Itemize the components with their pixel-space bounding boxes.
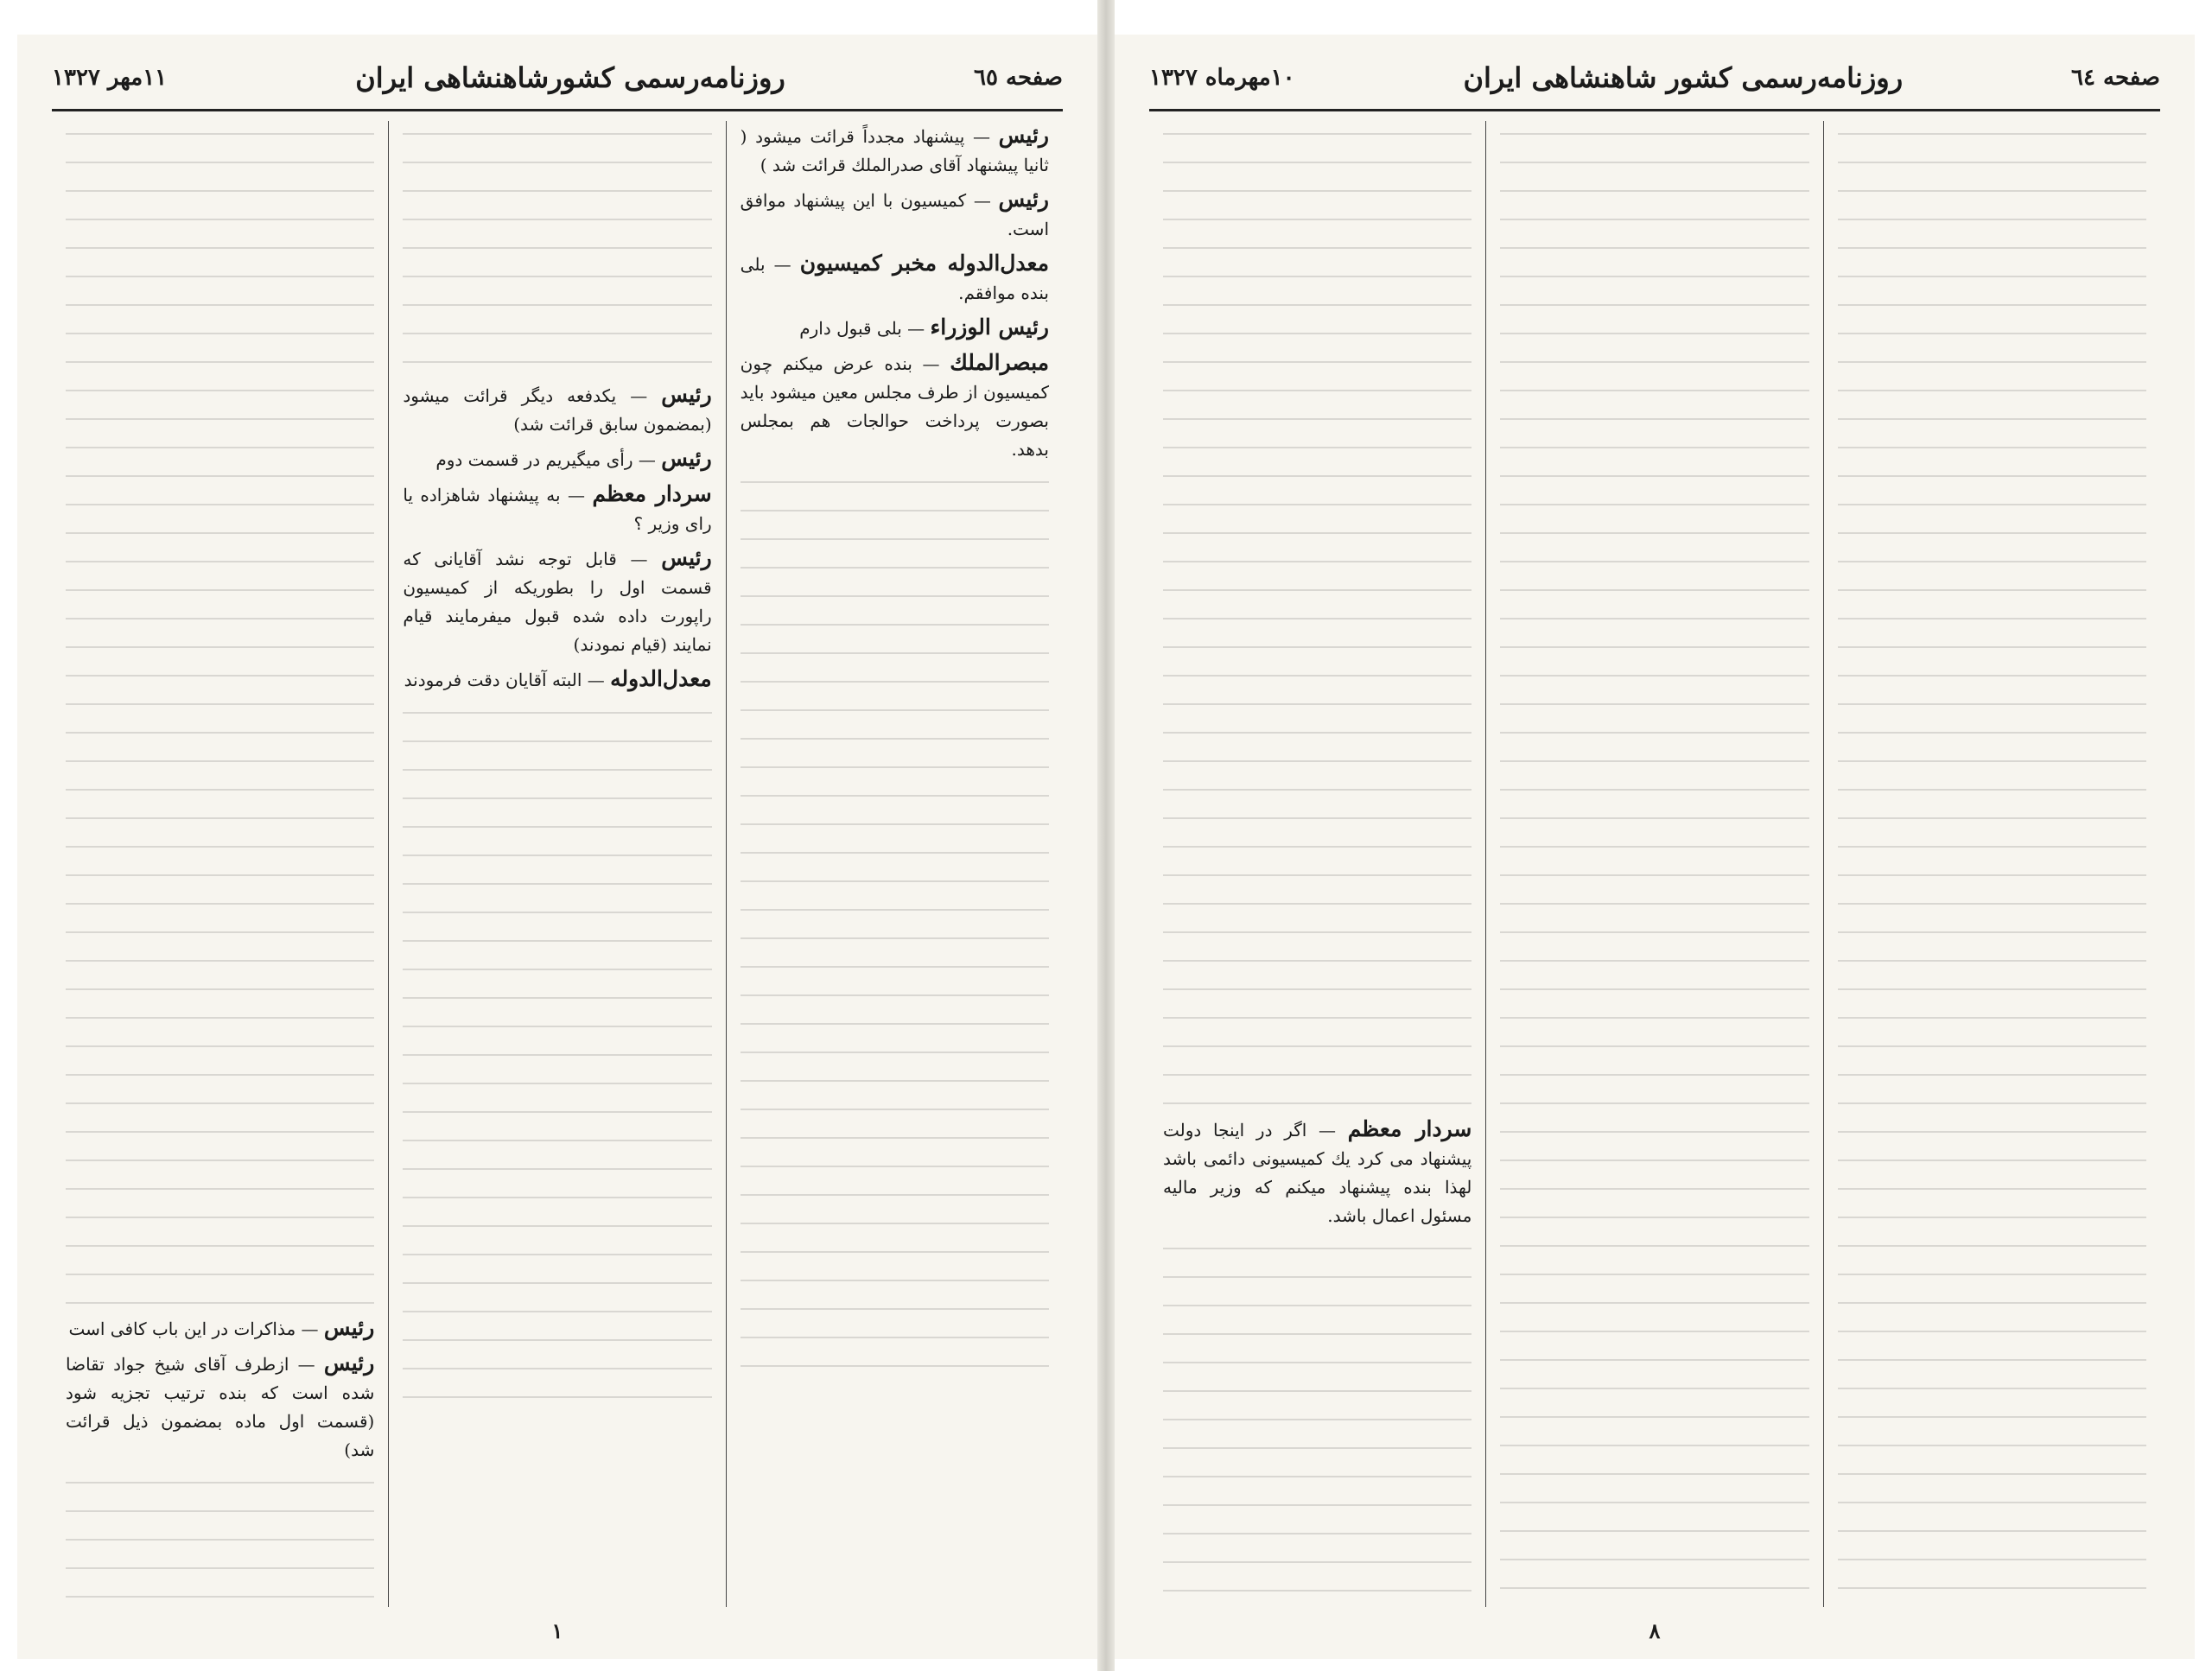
- right-page: [1115, 35, 2195, 1659]
- speech-text: — رأی میگیریم در قسمت دوم: [435, 449, 656, 470]
- speech-text: — کمیسیون با این پیشنهاد موافق است.: [740, 190, 1049, 239]
- speaker-name: رئیس: [998, 187, 1049, 212]
- speech-text: — بلی قبول دارم: [799, 318, 925, 339]
- speech-text: — مذاکرات در این باب کافی است: [68, 1318, 319, 1339]
- body-text-lines: [66, 121, 374, 1313]
- speaker-name: رئیس: [661, 545, 712, 570]
- right-column-3: [1149, 121, 1485, 1607]
- left-column-1: [726, 121, 1063, 1607]
- speech-text: — ازطرف آقای شیخ جواد تقاضا شده است که بنده ترتیب تجزیه شود (قسمت اول ماده بمضمون ذیل قرائت شد): [66, 1354, 375, 1460]
- body-text-lines: [1163, 1236, 1471, 1607]
- speaker-name: سردار معظم: [1347, 1116, 1472, 1141]
- right-page-footer: ٨: [1649, 1618, 1661, 1643]
- speech-text: — بنده عرض میکنم چون کمیسیون از طرف مجلس معین میشود باید بصورت پرداخت حوالجات هم بمجلس بدهد.: [740, 353, 1049, 460]
- right-header-rule: [1149, 109, 2160, 111]
- speaker-name: رئیس: [998, 123, 1050, 148]
- left-page-number: صفحه ٦٥: [974, 65, 1063, 91]
- speech-text: — اگر در اینجا دولت پیشنهاد می کرد یك کمیسیونی دائمی باشد لهذا بنده پیشنهاد میکنم که وزیر مالیه مسئول اعمال باشد.: [1163, 1120, 1472, 1226]
- speaker-name: رئیس: [661, 446, 712, 471]
- speech-text: — البته آقایان دقت فرمودند: [404, 670, 605, 690]
- speech-text: — پیشنهاد مجدداً قرائت میشود ( ثانیا پیشنهاد آقای صدرالملك قرائت شد ): [740, 126, 1049, 175]
- left-column-2: [388, 121, 725, 1607]
- speaker-name: رئیس: [661, 382, 712, 407]
- left-page-footer: ١: [551, 1618, 563, 1643]
- speaker-name: رئیس: [323, 1350, 375, 1376]
- right-columns: [1149, 121, 2160, 1607]
- left-header-rule: [52, 109, 1063, 111]
- speaker-name: رئیس الوزراء: [930, 315, 1049, 340]
- body-text-lines: [66, 1470, 374, 1607]
- body-text-lines: [403, 121, 711, 380]
- right-page-title: روزنامه‌رسمی کشور شاهنشاهی ایران: [1463, 61, 1904, 94]
- left-columns: [52, 121, 1063, 1607]
- page-gutter: [1097, 0, 1115, 1671]
- right-page-date: ١٠مهرماه ١٣٢٧: [1149, 65, 1295, 91]
- speech-text: — به پیشنهاد شاهزاده یا رای وزیر ؟: [403, 485, 712, 534]
- left-column-3: [52, 121, 388, 1607]
- speech-text: — قابل توجه نشد آقایانی که قسمت اول را بطوریکه از کمیسیون راپورت داده شده قبول میفرمایند قیام نمایند (قیام نمودند): [403, 549, 712, 655]
- speech-text: — یکدفعه دیگر قرائت میشود (بمضمون سابق قرائت شد): [403, 385, 712, 435]
- speaker-name: معدل‌الدوله مخبر کمیسیون: [799, 251, 1049, 276]
- speaker-name: سردار معظم: [592, 481, 712, 506]
- right-page-header: [1149, 52, 2160, 104]
- left-page-title: روزنامه‌رسمی کشورشاهنشاهی ایران: [355, 61, 785, 94]
- speaker-name: مبصرالملك: [950, 350, 1050, 375]
- right-column-2: [1485, 121, 1822, 1607]
- right-column-1: [1823, 121, 2160, 1607]
- speaker-name: رئیس: [323, 1315, 375, 1340]
- body-text-lines: [403, 700, 711, 1408]
- body-text-lines: [1838, 121, 2146, 1607]
- body-text-lines: [1163, 121, 1471, 1115]
- body-text-lines: [741, 469, 1049, 1368]
- body-text-lines: [1500, 121, 1808, 1607]
- right-page-number: صفحه ٦٤: [2071, 65, 2160, 91]
- left-page-header: [52, 52, 1063, 104]
- speaker-name: معدل‌الدوله: [610, 666, 712, 691]
- left-page: [17, 35, 1097, 1659]
- speech-text: — بلی بنده موافقم.: [740, 254, 1049, 303]
- left-page-date: ١١مهر ١٣٢٧: [52, 65, 168, 91]
